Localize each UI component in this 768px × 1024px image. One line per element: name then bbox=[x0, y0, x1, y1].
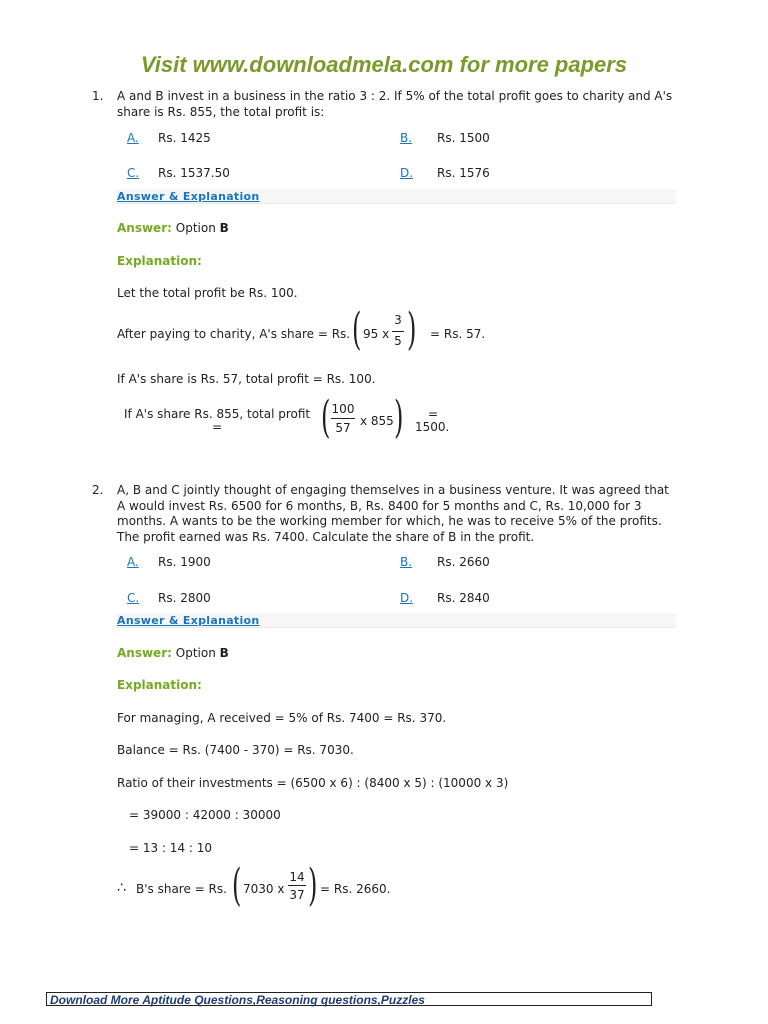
answer-explanation-link[interactable]: Answer & Explanation bbox=[117, 190, 260, 203]
fraction-denominator: 5 bbox=[394, 334, 402, 348]
fraction-bar bbox=[331, 418, 355, 419]
answer-explanation-link[interactable]: Answer & Explanation bbox=[117, 614, 260, 627]
footer-banner[interactable]: Download More Aptitude Questions,Reasoning questions,Puzzles bbox=[46, 992, 652, 1006]
question-number: 2. bbox=[92, 483, 104, 497]
formula-term: x 855 bbox=[360, 414, 394, 428]
explanation-line: Ratio of their investments = (6500 x 6) : (8400 x 5) : (10000 x 3) bbox=[117, 776, 509, 790]
option-a-link[interactable]: A. bbox=[127, 131, 139, 145]
formula-result: = bbox=[428, 407, 439, 421]
answer-line bbox=[117, 221, 229, 235]
formula-term: 7030 x bbox=[243, 882, 285, 896]
answer-label: Answer: bbox=[117, 646, 172, 660]
explanation-line: B's share = Rs. bbox=[136, 882, 227, 896]
explanation-line: Let the total profit be Rs. 100. bbox=[117, 286, 298, 300]
fraction-numerator: 14 bbox=[289, 870, 305, 884]
option-c-value: Rs. 1537.50 bbox=[158, 166, 230, 180]
fraction-denominator: 57 bbox=[335, 421, 351, 435]
option-d-link[interactable]: D. bbox=[400, 166, 414, 180]
fraction-bar bbox=[288, 885, 306, 886]
right-paren: ) bbox=[308, 860, 318, 911]
formula-term: 95 x bbox=[363, 327, 390, 341]
option-d-link[interactable]: D. bbox=[400, 591, 414, 605]
answer-option: B bbox=[219, 646, 229, 660]
option-b-link[interactable]: B. bbox=[400, 555, 413, 569]
page-header: Visit www.downloadmela.com for more papers bbox=[140, 52, 628, 77]
option-c-value: Rs. 2800 bbox=[158, 591, 211, 605]
therefore-symbol: ∴ bbox=[117, 880, 126, 896]
option-b-link[interactable]: B. bbox=[400, 131, 413, 145]
option-d-value: Rs. 2840 bbox=[437, 591, 490, 605]
answer-option: B bbox=[219, 221, 229, 235]
fraction-bar bbox=[392, 331, 404, 332]
left-paren: ( bbox=[352, 304, 362, 355]
answer-line bbox=[117, 646, 229, 660]
formula-result: 1500. bbox=[415, 420, 450, 434]
explanation-line: = 39000 : 42000 : 30000 bbox=[129, 808, 281, 822]
formula-result: = Rs. 2660. bbox=[320, 882, 391, 896]
fraction-numerator: 3 bbox=[394, 313, 402, 327]
explanation-line: After paying to charity, A's share = Rs. bbox=[117, 327, 351, 341]
option-d-value: Rs. 1576 bbox=[437, 166, 490, 180]
left-paren: ( bbox=[321, 392, 331, 443]
option-c-link[interactable]: C. bbox=[127, 591, 140, 605]
fraction-numerator: 100 bbox=[331, 402, 355, 416]
explanation-line: If A's share is Rs. 57, total profit = Rs. 100. bbox=[117, 372, 376, 386]
question-text: A and B invest in a business in the ratio 3 : 2. If 5% of the total profit goes to charity and A's share is Rs. 855, the total profit is: bbox=[117, 89, 673, 119]
option-b-value: Rs. 1500 bbox=[437, 131, 490, 145]
right-paren: ) bbox=[394, 392, 404, 443]
option-a-link[interactable]: A. bbox=[127, 555, 139, 569]
answer-prefix: Option bbox=[175, 221, 216, 235]
left-paren: ( bbox=[232, 860, 242, 911]
explanation-line: Balance = Rs. (7400 - 370) = Rs. 7030. bbox=[117, 743, 354, 757]
option-c-link[interactable]: C. bbox=[127, 166, 140, 180]
fraction-denominator: 37 bbox=[289, 888, 305, 902]
explanation-label: Explanation: bbox=[117, 678, 202, 692]
explanation-line: = bbox=[212, 420, 223, 434]
question-number: 1. bbox=[92, 89, 104, 103]
right-paren: ) bbox=[407, 304, 417, 355]
answer-label: Answer: bbox=[117, 221, 172, 235]
question-text: A, B and C jointly thought of engaging themselves in a business venture. It was agreed that A would invest Rs. 6500 for 6 months, B, Rs. 8400 for 5 months and C, Rs. 10,000 for 3 months. A wants to be the working member for which, he was to receive 5% of the profits. The profit earned was Rs. 7400. Calculate the share of B in the profit. bbox=[117, 483, 669, 544]
explanation-line: If A's share Rs. 855, total profit bbox=[124, 407, 311, 421]
explanation-label: Explanation: bbox=[117, 254, 202, 268]
explanation-line: For managing, A received = 5% of Rs. 7400 = Rs. 370. bbox=[117, 711, 447, 725]
answer-prefix: Option bbox=[175, 646, 216, 660]
option-b-value: Rs. 2660 bbox=[437, 555, 490, 569]
option-a-value: Rs. 1425 bbox=[158, 131, 211, 145]
explanation-line: = 13 : 14 : 10 bbox=[129, 841, 213, 855]
formula-result: = Rs. 57. bbox=[430, 327, 486, 341]
option-a-value: Rs. 1900 bbox=[158, 555, 211, 569]
